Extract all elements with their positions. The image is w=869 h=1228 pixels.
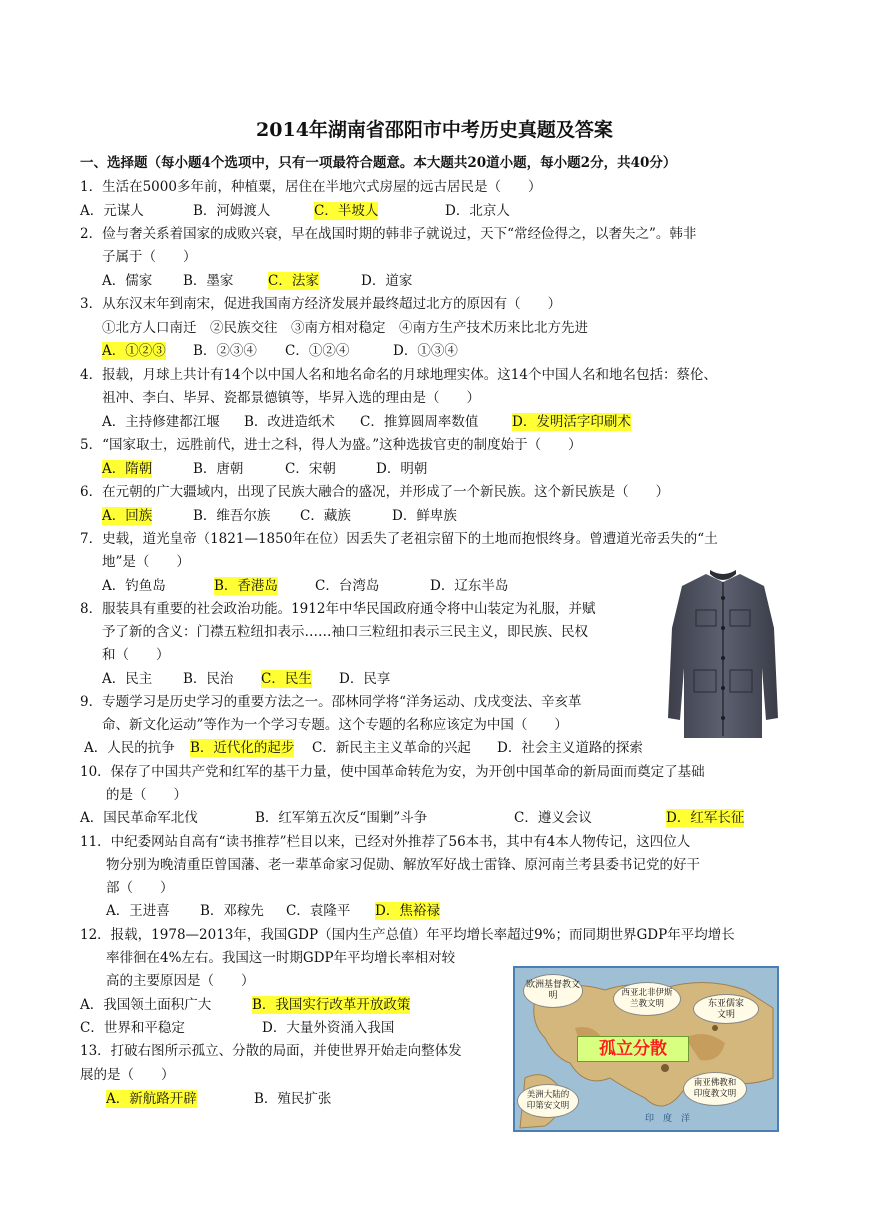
page-title: 2014年湖南省邵阳市中考历史真题及答案 [256,119,613,141]
q12-stem: 12．报载，1978—2013年，我国GDP（国内生产总值）年平均增长率超过9%；而同期世界GDP年平均增长 [80,927,735,943]
q12-option-b-answer: B．我国实行改革开放政策 [252,997,411,1013]
q2-stem: 2．俭与奢关系着国家的成败兴衰，早在战国时期的韩非子就说过，天下“常经俭得之，以奢失之”。韩非 [80,226,697,242]
q10-option-d-answer: D．红军长征 [666,810,745,826]
map-label-east-asia: 东亚儒家文明 [693,994,759,1024]
q9-option-c: C．新民主主义革命的兴起 [312,740,471,756]
q4-option-b: B．改进造纸术 [244,414,335,430]
q11-option-d-answer: D．焦裕禄 [375,903,440,919]
q6-option-c: C．藏族 [300,508,351,524]
q5-stem: 5．“国家取士，远胜前代，进士之科，得人为盛。”这种选拔官吏的制度始于（ ） [80,437,582,453]
q8-stem-cont: 予了新的含义：门襟五粒纽扣表示……袖口三粒纽扣表示三民主义，即民族、民权 [102,624,588,640]
map-label-americas: 美洲大陆的印第安文明 [517,1084,579,1118]
q3-option-b: B．②③④ [193,343,257,359]
q3-option-c: C．①②④ [285,343,350,359]
q7-option-d: D．辽东半岛 [430,578,509,594]
q2-option-b: B．墨家 [183,273,234,289]
q9-option-a: A．人民的抗争 [84,740,175,756]
q6-option-d: D．鲜卑族 [392,508,457,524]
q6-option-b: B．维吾尔族 [193,508,271,524]
q7-option-b-answer: B．香港岛 [214,578,278,594]
q4-stem-cont: 祖冲、李白、毕昇、瓷都景德镇等，毕昇入选的理由是（ ） [102,390,480,406]
q12-stem-cont2: 高的主要原因是（ ） [106,973,255,989]
q11-stem: 11．中纪委网站自高有“读书推荐”栏目以来，已经对外推荐了56本书，其中有4本人物传记，这四位人 [80,834,691,850]
q10-option-b: B．红军第五次反“围剿”斗争 [255,810,428,826]
q6-option-a-answer: A．回族 [102,508,153,524]
map-label-europe: 欧洲基督教文明 [523,974,583,1008]
q12-option-d: D．大量外资涌入我国 [262,1020,395,1036]
q6-stem: 6．在元朝的广大疆域内，出现了民族大融合的盛况，并形成了一个新民族。这个新民族是（ ） [80,484,670,500]
q2-stem-cont: 子属于（ ） [102,249,197,265]
zhongshan-suit-image [666,568,780,740]
q11-option-c: C．袁隆平 [286,903,351,919]
q10-stem-cont: 的是（ ） [106,787,187,803]
q3-stem: 3．从东汉末年到南宋，促进我国南方经济发展并最终超过北方的原因有（ ） [80,296,562,312]
q3-option-d: D．①③④ [393,343,458,359]
q2-option-c-answer: C．法家 [268,273,319,289]
q7-option-c: C．台湾岛 [315,578,380,594]
q10-option-c: C．遵义会议 [514,810,592,826]
q1-option-d: D．北京人 [445,203,510,219]
q2-option-d: D．道家 [361,273,413,289]
q9-stem: 9．专题学习是历史学习的重要方法之一。邵林同学将“洋务运动、戊戌变法、辛亥革 [80,694,582,710]
q11-stem-cont: 物分别为晚清重臣曾国藩、老一辈革命家习促勋、解放军好战士雷锋、原河南兰考县委书记党的好干 [106,857,700,873]
q12-option-c: C．世界和平稳定 [80,1020,185,1036]
q12-stem-cont: 率徘徊在4%左右。我国这一时期GDP年平均增长率相对较 [106,950,456,966]
q7-option-a: A．钓鱼岛 [102,578,166,594]
q7-stem: 7．史载，道光皇帝（1821—1850年在位）因丢失了老祖宗留下的土地而抱恨终身。曾遭道光帝丢失的“土 [80,531,718,547]
q1-option-b: B．河姆渡人 [193,203,271,219]
q8-option-a: A．民主 [102,671,153,687]
q9-option-b-answer: B．近代化的起步 [190,740,295,756]
map-label-west-asia: 西亚北非伊斯兰教文明 [613,982,681,1016]
q10-stem: 10．保存了中国共产党和红军的基干力量，使中国革命转危为安，为开创中国革命的新局面而奠定了基础 [80,764,705,780]
q4-option-d-answer: D．发明活字印刷术 [512,414,631,430]
map-label-south-asia: 南亚佛教和印度教文明 [683,1072,747,1106]
q4-option-c: C．推算圆周率数值 [360,414,479,430]
q1-option-a: A．元谋人 [80,203,144,219]
q10-option-a: A．国民革命军北伐 [80,810,198,826]
q8-stem-cont2: 和（ ） [102,647,170,663]
q13-option-b: B．殖民扩张 [254,1091,332,1107]
q13-stem: 13．打破右图所示孤立、分散的局面，并使世界开始走向整体发 [80,1043,462,1059]
q3-option-a-answer: A．①②③ [102,343,166,359]
q8-option-d: D．民享 [339,671,391,687]
isolated-civilizations-map [513,966,779,1132]
q8-option-b: B．民治 [183,671,234,687]
q11-option-b: B．邓稼先 [200,903,264,919]
q9-option-d: D．社会主义道路的探索 [497,740,643,756]
q4-option-a: A．主持修建都江堰 [102,414,220,430]
q11-stem-cont2: 部（ ） [106,880,174,896]
q12-option-a: A．我国领土面积广大 [80,997,212,1013]
q7-stem-cont: 地”是（ ） [102,554,190,570]
q11-option-a: A．王进喜 [106,903,170,919]
q1-stem: 1．生活在5000多年前，种植粟，居住在半地穴式房屋的远古居民是（ ） [80,179,542,195]
q13-option-a-answer: A．新航路开辟 [106,1091,197,1107]
section-heading: 一、选择题（每小题4个选项中，只有一项最符合题意。本大题共20道小题，每小题2分，共40分） [80,155,677,171]
q5-option-b: B．唐朝 [193,461,244,477]
q1-option-c-answer: C．半坡人 [314,203,379,219]
q13-stem-cont: 展的是（ ） [80,1067,175,1083]
q5-option-d: D．明朝 [376,461,428,477]
q4-stem: 4．报载，月球上共计有14个以中国人名和地名命名的月球地理实体。这14个中国人名和地名包括：蔡伦、 [80,367,717,383]
map-label-indian-ocean: 印 度 洋 [645,1114,691,1124]
q3-items: ①北方人口南迁 ②民族交往 ③南方相对稳定 ④南方生产技术历来比北方先进 [102,320,588,336]
q8-option-c-answer: C．民生 [261,671,312,687]
q2-option-a: A．儒家 [102,273,153,289]
q5-option-c: C．宋朝 [285,461,336,477]
map-center-label: 孤立分散 [577,1036,689,1062]
q8-stem: 8．服装具有重要的社会政治功能。1912年中华民国政府通令将中山装定为礼服，并赋 [80,601,596,617]
q5-option-a-answer: A．隋朝 [102,461,153,477]
q9-stem-cont: 命、新文化运动”等作为一个学习专题。这个专题的名称应该定为中国（ ） [102,717,568,733]
